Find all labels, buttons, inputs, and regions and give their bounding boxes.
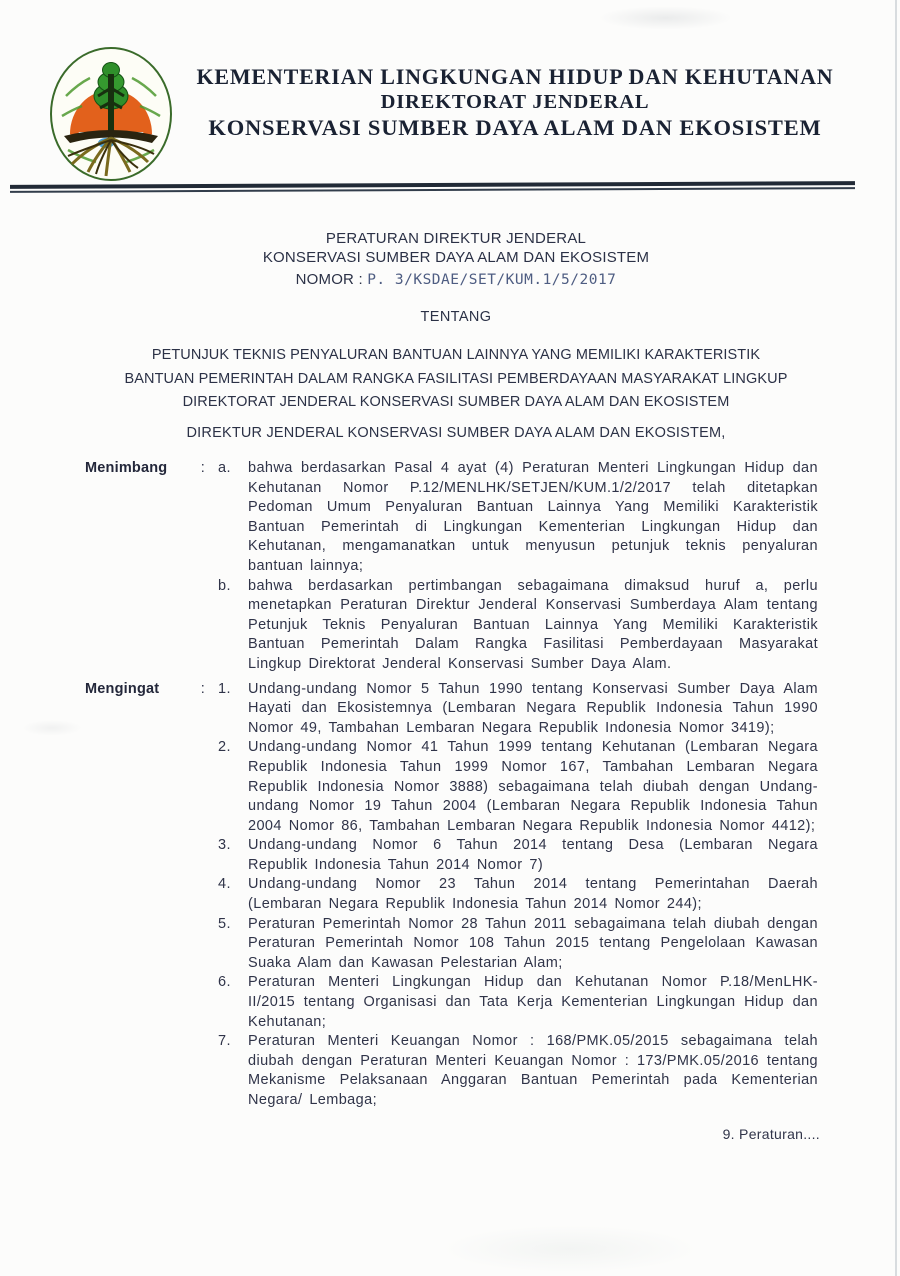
mengingat-item [85,973,818,1032]
page-catchword: 9. Peraturan.... [722,1126,820,1142]
item-marker: 6. [218,974,231,991]
menimbang-label: Menimbang [85,460,168,476]
mengingat-item [85,680,818,739]
item-marker: 3. [218,837,231,854]
letterhead-line2: DIREKTORAT JENDERAL [380,91,650,113]
item-text: Peraturan Menteri Keuangan Nomor : 168/PMK.05/2015 sebagaimana telah diubah dengan Peraturan Menteri Keuangan Nomor : 173/PMK.05/2016 tentang Mekanisme Pelaksanaan Anggaran Bantuan Pemerintah pada Kementerian Negara/ Lembaga; [248,1033,818,1108]
mengingat-item [85,836,818,875]
subject-line2: BANTUAN PEMERINTAH DALAM RANGKA FASILITASI PEMBERDAYAAN MASYARAKAT LINGKUP [124,370,788,387]
nomor-value: P. 3/KSDAE/SET/KUM.1/5/2017 [367,272,617,288]
mengingat-item [85,915,818,974]
scan-edge-line [895,0,897,1276]
regulation-title-line1: PERATURAN DIREKTUR JENDERAL [325,230,587,247]
tentang-label: TENTANG [420,309,492,325]
item-marker: a. [218,460,231,476]
mengingat-item [85,738,818,836]
item-text: Peraturan Menteri Lingkungan Hidup dan Kehutanan Nomor P.18/MenLHK-II/2015 tentang Organisasi dan Tata Kerja Kementerian Lingkungan Hidup dan Kehutanan; [248,974,818,1030]
regulation-title-line2: KONSERVASI SUMBER DAYA ALAM DAN EKOSISTEM [262,249,650,266]
letterhead-line1: KEMENTERIAN LINGKUNGAN HIDUP DAN KEHUTANAN [196,64,834,89]
item-marker: 2. [218,739,231,756]
menimbang-colon: : [200,460,206,476]
klhk-logo-icon [48,44,174,184]
mengingat-colon: : [200,680,206,697]
letterhead [180,64,850,140]
issuer-line: DIREKTUR JENDERAL KONSERVASI SUMBER DAYA ALAM DAN EKOSISTEM, [186,425,726,441]
item-text: bahwa berdasarkan pertimbangan sebagaimana dimaksud huruf a, perlu menetapkan Peraturan Direktur Jenderal Konservasi Sumberdaya Alam tentang Petunjuk Teknis Penyaluran Bantuan Lainnya Yang Memiliki Karakteristik Bantuan Pemerintah Dalam Rangka Fasilitasi Pemberdayaan Masyarakat Lingkup Direktorat Jenderal Konservasi Sumber Daya Alam. [248,577,818,672]
regulation-subject [60,344,852,415]
item-marker: 7. [218,1033,231,1050]
letterhead-line3: KONSERVASI SUMBER DAYA ALAM DAN EKOSISTEM [208,115,822,140]
item-text: Undang-undang Nomor 5 Tahun 1990 tentang Konservasi Sumber Daya Alam Hayati dan Ekosistemnya (Lembaran Negara Republik Indonesia Tahun 1990 Nomor 49, Tambahan Lembaran Negara Republik Indonesia Nomor 3419); [248,680,818,736]
menimbang-item [85,459,818,577]
scan-artifact-top [598,6,733,30]
mengingat-item [85,1032,818,1110]
item-marker: 1. [218,680,231,697]
subject-line1: PETUNJUK TEKNIS PENYALURAN BANTUAN LAINNYA YANG MEMILIKI KARAKTERISTIK [151,347,761,363]
nomor-label: NOMOR : [295,271,363,288]
scan-artifact-left-margin [22,720,82,736]
mengingat-label: Mengingat [85,680,160,697]
regulation-body [85,459,818,1111]
subject-line3: DIREKTORAT JENDERAL KONSERVASI SUMBER DAYA ALAM DAN EKOSISTEM [182,394,730,410]
menimbang-item [85,577,818,675]
item-text: Undang-undang Nomor 41 Tahun 1999 tentang Kehutanan (Lembaran Negara Republik Indonesia Tahun 1999 Nomor 167, Tambahan Lembaran Negara Republik Indonesia Nomor 3888) sebagaimana telah diubah dengan Undang-undang Nomor 19 Tahun 2004 (Lembaran Negara Republik Indonesia Tahun 2004 Nomor 86, Tambahan Lembaran Negara Republik Indonesia Nomor 4412); [248,739,818,834]
item-text: Undang-undang Nomor 6 Tahun 2014 tentang Desa (Lembaran Negara Republik Indonesia Tahun 2014 Nomor 7) [248,837,818,873]
mengingat-item [85,875,818,914]
item-text: bahwa berdasarkan Pasal 4 ayat (4) Peraturan Menteri Lingkungan Hidup dan Kehutanan Nomor P.12/MENLHK/SETJEN/KUM.1/2/2017 telah ditetapkan Pedoman Umum Penyaluran Bantuan Lainnya Yang Memiliki Karakteristik Bantuan Pemerintah di Lingkungan Kementerian Lingkungan Hidup dan Kehutanan, mengamanatkan untuk menyusun petunjuk teknis penyaluran bantuan lainnya; [248,460,818,574]
item-text: Peraturan Pemerintah Nomor 28 Tahun 2011 sebagaimana telah diubah dengan Peraturan Pemerintah Nomor 108 Tahun 2015 tentang Pengelolaan Kawasan Suaka Alam dan Kawasan Pelestarian Alam; [248,915,818,971]
item-text: Undang-undang Nomor 23 Tahun 2014 tentang Pemerintahan Daerah (Lembaran Negara Republik Indonesia Tahun 2014 Nomor 244); [248,876,818,913]
item-marker: 5. [218,915,231,932]
scan-artifact-bottom [440,1225,700,1273]
regulation-number-line [6,270,900,290]
regulation-title [6,229,900,290]
item-marker: b. [218,577,231,594]
item-marker: 4. [218,876,231,893]
